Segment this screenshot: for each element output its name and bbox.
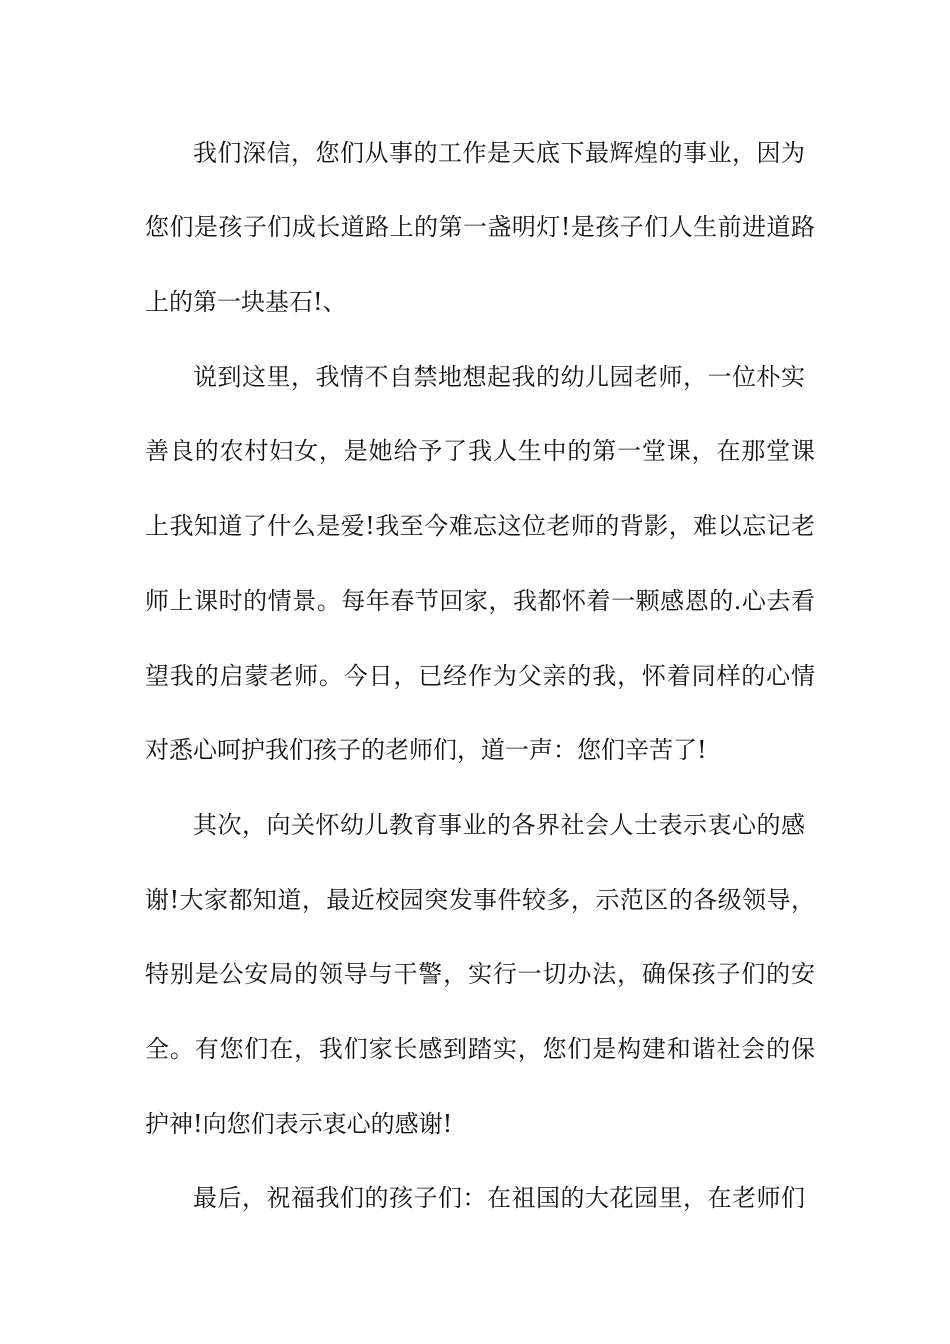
text-line: 说到这里，我情不自禁地想起我的幼儿园老师，一位朴实	[193, 363, 805, 391]
text-line: 师上课时的情景。每年春节回家，我都怀着一颗感恩的.心去看	[145, 587, 815, 615]
text-line: 最后，祝福我们的孩子们：在祖国的大花园里，在老师们	[193, 1184, 805, 1212]
text-line: 望我的启蒙老师。今日，已经作为父亲的我，怀着同样的心情	[145, 662, 815, 690]
text-line: 谢!大家都知道，最近校园突发事件较多，示范区的各级领导，	[145, 886, 815, 914]
text-line: 其次，向关怀幼儿教育事业的各界社会人士表示衷心的感	[193, 811, 805, 839]
text-line: 特别是公安局的领导与干警，实行一切办法，确保孩子们的安	[145, 960, 815, 988]
text-line: 上的第一块基石!、	[145, 288, 347, 316]
text-line: 上我知道了什么是爱!我至今难忘这位老师的背影，难以忘记老	[145, 512, 815, 540]
text-line: 善良的农村妇女，是她给予了我人生中的第一堂课，在那堂课	[145, 437, 815, 465]
text-line: 对悉心呵护我们孩子的老师们，道一声：您们辛苦了!	[145, 736, 707, 764]
text-line: 您们是孩子们成长道路上的第一盏明灯!是孩子们人生前进道路	[145, 213, 815, 241]
text-line: 我们深信，您们从事的工作是天底下最辉煌的事业，因为	[193, 139, 805, 167]
text-line: 全。有您们在，我们家长感到踏实，您们是构建和谐社会的保	[145, 1035, 815, 1063]
text-line: 护神!向您们表示衷心的感谢!	[145, 1110, 453, 1138]
